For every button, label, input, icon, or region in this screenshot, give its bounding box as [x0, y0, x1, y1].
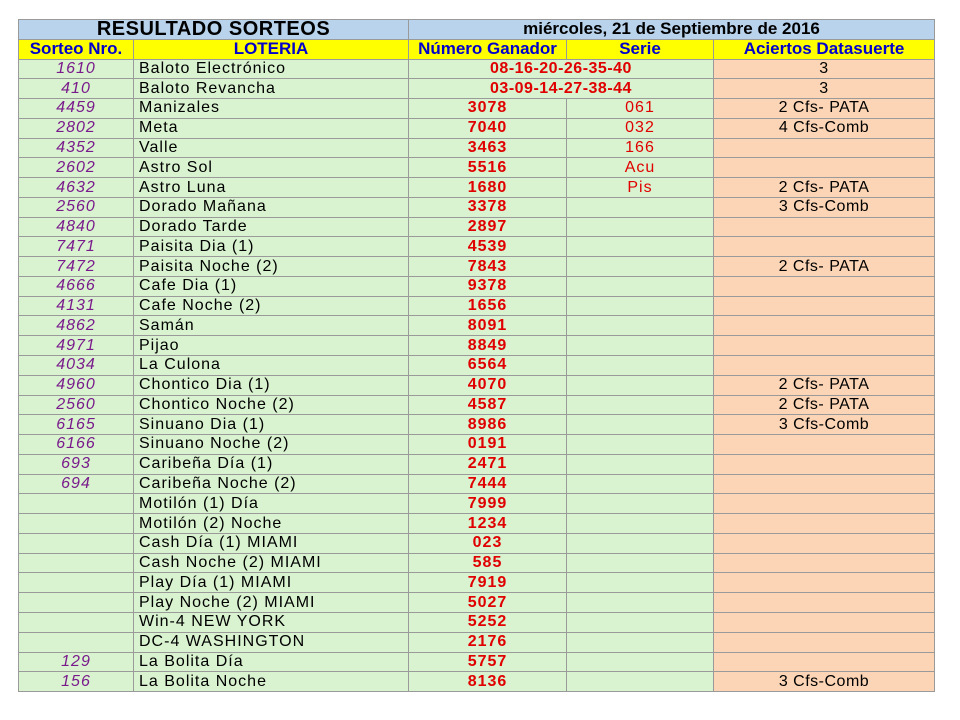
header-serie: Serie	[567, 39, 714, 59]
header-sorteo: Sorteo Nro.	[19, 39, 134, 59]
serie-cell	[567, 217, 714, 237]
aciertos-cell: 3 Cfs-Comb	[714, 197, 935, 217]
aciertos-cell	[714, 356, 935, 376]
aciertos-cell	[714, 593, 935, 613]
loteria-cell: DC-4 WASHINGTON	[134, 632, 409, 652]
sorteo-cell	[19, 553, 134, 573]
loteria-cell: Astro Luna	[134, 178, 409, 198]
numero-ganador-cell: 8091	[409, 316, 567, 336]
loteria-cell: Caribeña Día (1)	[134, 454, 409, 474]
table-row	[19, 356, 935, 376]
numero-ganador-cell: 1234	[409, 514, 567, 534]
aciertos-cell	[714, 652, 935, 672]
serie-cell	[567, 375, 714, 395]
sorteo-cell	[19, 573, 134, 593]
sorteo-cell: 4034	[19, 356, 134, 376]
numero-ganador-cell: 5757	[409, 652, 567, 672]
serie-cell	[567, 533, 714, 553]
table-row	[19, 276, 935, 296]
loteria-cell: Play Noche (2) MIAMI	[134, 593, 409, 613]
aciertos-cell: 3	[714, 79, 935, 99]
header-row	[19, 39, 935, 59]
loteria-cell: Cash Noche (2) MIAMI	[134, 553, 409, 573]
loteria-cell: Valle	[134, 138, 409, 158]
serie-cell: 061	[567, 99, 714, 119]
numero-ganador-cell: 8849	[409, 336, 567, 356]
table-row	[19, 454, 935, 474]
loteria-cell: Caribeña Noche (2)	[134, 474, 409, 494]
table-row	[19, 494, 935, 514]
sorteo-cell: 2560	[19, 395, 134, 415]
sorteo-cell: 693	[19, 454, 134, 474]
aciertos-cell	[714, 316, 935, 336]
aciertos-cell	[714, 296, 935, 316]
serie-cell: Pis	[567, 178, 714, 198]
numero-ganador-cell: 5027	[409, 593, 567, 613]
loteria-cell: Paisita Noche (2)	[134, 257, 409, 277]
serie-cell: Acu	[567, 158, 714, 178]
table-row	[19, 375, 935, 395]
aciertos-cell: 2 Cfs- PATA	[714, 375, 935, 395]
aciertos-cell: 2 Cfs- PATA	[714, 257, 935, 277]
serie-cell	[567, 474, 714, 494]
numero-ganador-cell: 4587	[409, 395, 567, 415]
loteria-cell: Manizales	[134, 99, 409, 119]
serie-cell	[567, 356, 714, 376]
serie-cell	[567, 415, 714, 435]
numero-ganador-cell: 7919	[409, 573, 567, 593]
numero-ganador-cell: 6564	[409, 356, 567, 376]
aciertos-cell	[714, 494, 935, 514]
table-row	[19, 59, 935, 79]
sorteo-cell	[19, 494, 134, 514]
sorteo-cell: 7472	[19, 257, 134, 277]
aciertos-cell	[714, 533, 935, 553]
numero-ganador-cell: 7999	[409, 494, 567, 514]
loteria-cell: Cafe Noche (2)	[134, 296, 409, 316]
serie-cell	[567, 197, 714, 217]
loteria-cell: Meta	[134, 118, 409, 138]
aciertos-cell: 3 Cfs-Comb	[714, 415, 935, 435]
numero-ganador-cell: 8986	[409, 415, 567, 435]
aciertos-cell: 2 Cfs- PATA	[714, 178, 935, 198]
sorteo-cell: 6165	[19, 415, 134, 435]
numero-ganador-cell: 0191	[409, 435, 567, 455]
loteria-cell: Chontico Dia (1)	[134, 375, 409, 395]
numero-ganador-cell: 585	[409, 553, 567, 573]
aciertos-cell: 3 Cfs-Comb	[714, 672, 935, 692]
loteria-cell: Dorado Mañana	[134, 197, 409, 217]
numero-ganador-cell: 5252	[409, 612, 567, 632]
table-row	[19, 533, 935, 553]
sorteo-cell: 4459	[19, 99, 134, 119]
table-row	[19, 197, 935, 217]
table-row	[19, 395, 935, 415]
numero-ganador-cell: 5516	[409, 158, 567, 178]
aciertos-cell: 2 Cfs- PATA	[714, 99, 935, 119]
serie-cell	[567, 652, 714, 672]
loteria-cell: Samán	[134, 316, 409, 336]
sorteo-cell	[19, 632, 134, 652]
numero-ganador-cell: 2176	[409, 632, 567, 652]
table-row	[19, 79, 935, 99]
header-aciertos: Aciertos Datasuerte	[714, 39, 935, 59]
sorteo-cell: 129	[19, 652, 134, 672]
serie-cell	[567, 296, 714, 316]
numero-ganador-cell: 3463	[409, 138, 567, 158]
numero-ganador-cell: 7444	[409, 474, 567, 494]
sorteo-cell: 4632	[19, 178, 134, 198]
loteria-cell: Chontico Noche (2)	[134, 395, 409, 415]
loteria-cell: La Culona	[134, 356, 409, 376]
sorteo-cell	[19, 514, 134, 534]
serie-cell	[567, 316, 714, 336]
numero-ganador-cell: 2897	[409, 217, 567, 237]
serie-cell	[567, 573, 714, 593]
aciertos-cell	[714, 158, 935, 178]
loteria-cell: Paisita Dia (1)	[134, 237, 409, 257]
aciertos-cell: 4 Cfs-Comb	[714, 118, 935, 138]
aciertos-cell	[714, 474, 935, 494]
loteria-cell: Play Día (1) MIAMI	[134, 573, 409, 593]
sorteo-cell	[19, 593, 134, 613]
table-row	[19, 435, 935, 455]
loteria-cell: Dorado Tarde	[134, 217, 409, 237]
serie-cell	[567, 237, 714, 257]
serie-cell	[567, 593, 714, 613]
serie-cell	[567, 257, 714, 277]
sorteo-cell: 6166	[19, 435, 134, 455]
loteria-cell: Baloto Electrónico	[134, 59, 409, 79]
sorteo-cell: 156	[19, 672, 134, 692]
numero-ganador-cell: 8136	[409, 672, 567, 692]
aciertos-cell	[714, 435, 935, 455]
numero-ganador-cell: 3378	[409, 197, 567, 217]
table-row	[19, 217, 935, 237]
serie-cell	[567, 336, 714, 356]
loteria-cell: Astro Sol	[134, 158, 409, 178]
title-row	[19, 20, 935, 40]
table-row	[19, 99, 935, 119]
sorteo-cell: 2560	[19, 197, 134, 217]
table-row	[19, 257, 935, 277]
numero-ganador-cell: 1656	[409, 296, 567, 316]
draw-date: miércoles, 21 de Septiembre de 2016	[409, 20, 935, 40]
aciertos-cell	[714, 573, 935, 593]
table-row	[19, 474, 935, 494]
sorteo-cell: 4862	[19, 316, 134, 336]
loteria-cell: Baloto Revancha	[134, 79, 409, 99]
loteria-cell: La Bolita Noche	[134, 672, 409, 692]
sorteo-cell: 4666	[19, 276, 134, 296]
aciertos-cell: 2 Cfs- PATA	[714, 395, 935, 415]
table-row	[19, 138, 935, 158]
sorteo-cell	[19, 612, 134, 632]
results-table	[18, 19, 935, 692]
serie-cell	[567, 454, 714, 474]
numero-ganador-cell: 7843	[409, 257, 567, 277]
loteria-cell: Pijao	[134, 336, 409, 356]
serie-cell	[567, 514, 714, 534]
table-row	[19, 178, 935, 198]
aciertos-cell	[714, 276, 935, 296]
numero-ganador-cell: 1680	[409, 178, 567, 198]
aciertos-cell	[714, 217, 935, 237]
numero-ganador-cell: 03-09-14-27-38-44	[409, 79, 714, 99]
loteria-cell: Cash Día (1) MIAMI	[134, 533, 409, 553]
table-row	[19, 316, 935, 336]
aciertos-cell: 3	[714, 59, 935, 79]
sorteo-cell: 2602	[19, 158, 134, 178]
numero-ganador-cell: 2471	[409, 454, 567, 474]
sorteo-cell	[19, 533, 134, 553]
sorteo-cell: 4960	[19, 375, 134, 395]
sorteo-cell: 2802	[19, 118, 134, 138]
loteria-cell: Sinuano Noche (2)	[134, 435, 409, 455]
serie-cell	[567, 632, 714, 652]
numero-ganador-cell: 3078	[409, 99, 567, 119]
aciertos-cell	[714, 612, 935, 632]
table-row	[19, 415, 935, 435]
sorteo-cell: 7471	[19, 237, 134, 257]
sorteo-cell: 4840	[19, 217, 134, 237]
aciertos-cell	[714, 553, 935, 573]
table-row	[19, 652, 935, 672]
numero-ganador-cell: 9378	[409, 276, 567, 296]
numero-ganador-cell: 7040	[409, 118, 567, 138]
table-row	[19, 118, 935, 138]
loteria-cell: La Bolita Día	[134, 652, 409, 672]
aciertos-cell	[714, 632, 935, 652]
table-row	[19, 553, 935, 573]
sorteo-cell: 4131	[19, 296, 134, 316]
aciertos-cell	[714, 237, 935, 257]
table-row	[19, 296, 935, 316]
sorteo-cell: 4971	[19, 336, 134, 356]
aciertos-cell	[714, 138, 935, 158]
serie-cell	[567, 395, 714, 415]
aciertos-cell	[714, 514, 935, 534]
table-row	[19, 237, 935, 257]
numero-ganador-cell: 08-16-20-26-35-40	[409, 59, 714, 79]
numero-ganador-cell: 4539	[409, 237, 567, 257]
sorteo-cell: 410	[19, 79, 134, 99]
table-title: RESULTADO SORTEOS	[19, 20, 409, 40]
numero-ganador-cell: 4070	[409, 375, 567, 395]
loteria-cell: Motilón (1) Día	[134, 494, 409, 514]
table-row	[19, 158, 935, 178]
table-row	[19, 336, 935, 356]
loteria-cell: Cafe Dia (1)	[134, 276, 409, 296]
header-loteria: LOTERIA	[134, 39, 409, 59]
table-row	[19, 514, 935, 534]
loteria-cell: Win-4 NEW YORK	[134, 612, 409, 632]
header-numero: Número Ganador	[409, 39, 567, 59]
serie-cell	[567, 276, 714, 296]
loteria-cell: Motilón (2) Noche	[134, 514, 409, 534]
sorteo-cell: 694	[19, 474, 134, 494]
sorteo-cell: 1610	[19, 59, 134, 79]
table-row	[19, 573, 935, 593]
numero-ganador-cell: 023	[409, 533, 567, 553]
aciertos-cell	[714, 336, 935, 356]
serie-cell: 032	[567, 118, 714, 138]
sorteo-cell: 4352	[19, 138, 134, 158]
loteria-cell: Sinuano Dia (1)	[134, 415, 409, 435]
serie-cell	[567, 435, 714, 455]
serie-cell	[567, 612, 714, 632]
serie-cell	[567, 553, 714, 573]
serie-cell	[567, 494, 714, 514]
table-row	[19, 593, 935, 613]
table-row	[19, 612, 935, 632]
table-row	[19, 672, 935, 692]
aciertos-cell	[714, 454, 935, 474]
serie-cell	[567, 672, 714, 692]
serie-cell: 166	[567, 138, 714, 158]
table-row	[19, 632, 935, 652]
